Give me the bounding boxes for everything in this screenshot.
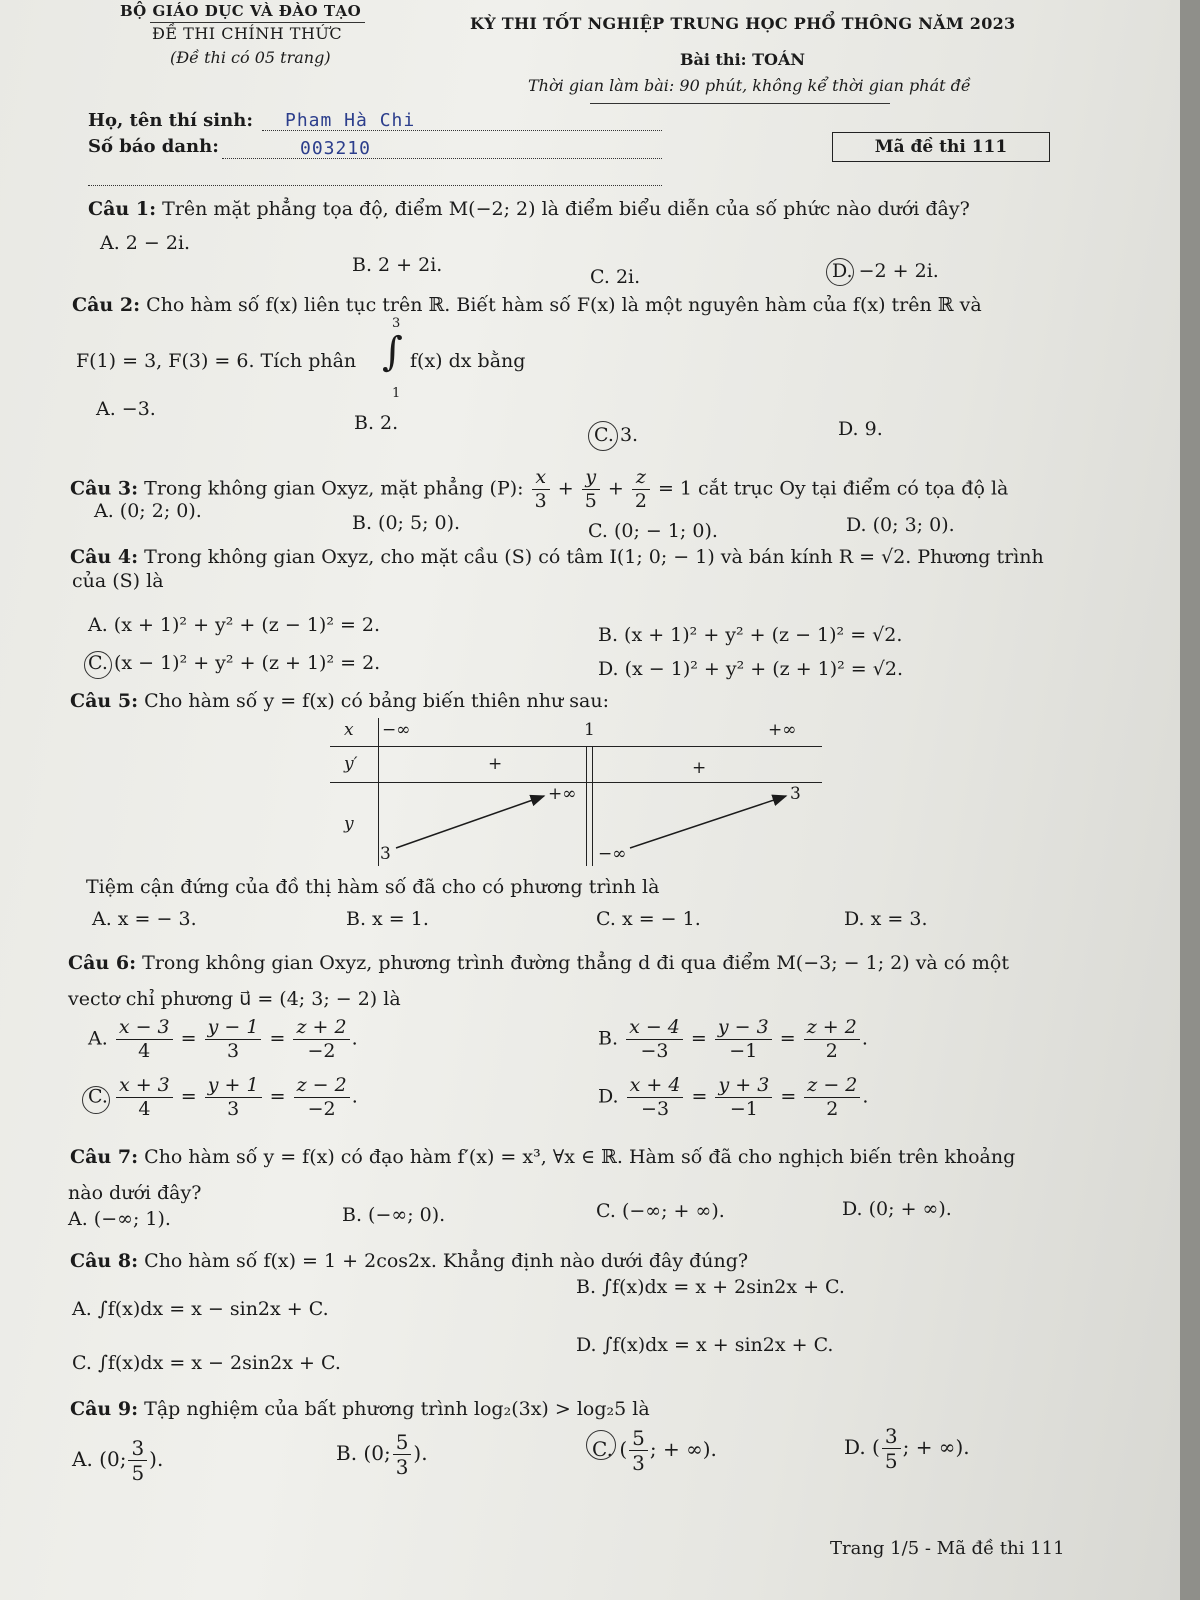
q3-label: Câu 3: — [70, 477, 139, 500]
q3-frac-x: $\frac{x}{3}$ — [532, 466, 550, 513]
exam-code-box: Mã đề thi 111 — [832, 132, 1050, 162]
q6-c-n3: z − 2 — [294, 1074, 350, 1098]
q6-d-n2: y + 3 — [715, 1074, 772, 1098]
q6-a-n3: z + 2 — [293, 1016, 349, 1040]
q6-b-d2: −1 — [729, 1039, 758, 1062]
q9-b-den: 3 — [395, 1455, 409, 1479]
q4-text2: của (S) là — [72, 570, 164, 592]
q6-text1: Trong không gian Oxyz, phương trình đường thẳng d đi qua điểm M(−3; − 1; 2) và có một — [142, 952, 1010, 974]
q2-text1: Cho hàm số f(x) liên tục trên ℝ. Biết hàm số F(x) là một nguyên hàm của f(x) trên ℝ và — [146, 294, 982, 316]
q1-option-b[interactable]: B. 2 + 2i. — [352, 254, 443, 276]
q9-a-pre: (0; — [99, 1447, 127, 1471]
q7-option-a[interactable]: A. (−∞; 1). — [68, 1208, 171, 1230]
q6-a-d3: −2 — [307, 1039, 336, 1062]
q9-a-post: ). — [149, 1447, 164, 1471]
q8-text: Cho hàm số f(x) = 1 + 2cos2x. Khẳng định nào dưới đây đúng? — [144, 1250, 749, 1272]
header-underline — [150, 22, 365, 23]
q3-frac-z: $\frac{z}{2}$ — [632, 466, 650, 513]
table-x-one: 1 — [584, 720, 595, 740]
q8-label: Câu 8: — [70, 1250, 139, 1272]
q9-stem — [70, 1398, 650, 1420]
q9-c-post: ; + ∞). — [649, 1437, 717, 1461]
q6-label: Câu 6: — [68, 952, 137, 974]
q3-option-b[interactable]: B. (0; 5; 0). — [352, 512, 461, 534]
q9-b-pre: (0; — [363, 1441, 391, 1465]
q5-label: Câu 5: — [70, 690, 139, 712]
q9-c-num: 5 — [629, 1426, 648, 1451]
table-yprime-sign-right: + — [692, 758, 707, 778]
q8-option-d[interactable]: D. ∫f(x)dx = x + sin2x + C. — [576, 1334, 834, 1356]
q1-answer-mark — [826, 258, 854, 286]
q4-option-d[interactable]: D. (x − 1)² + y² + (z + 1)² = √2. — [598, 658, 904, 680]
q5-stem — [70, 690, 609, 712]
q4-answer-mark — [84, 651, 112, 679]
q7-stem — [70, 1146, 1015, 1168]
q6-d-d1: −3 — [641, 1097, 670, 1120]
table-x-label: x — [344, 720, 354, 740]
q3-stem: Câu 3: Trong không gian Oxyz, mặt phẳng (P): $\frac{x}{3}$ + $\frac{y}{5}$ + $\frac{z}{2}$ = 1 cắt trục Oy tại điểm có tọa độ là — [70, 466, 1009, 512]
q7-text2: nào dưới đây? — [68, 1182, 202, 1204]
exam-title: KỲ THI TỐT NGHIỆP TRUNG HỌC PHỔ THÔNG NĂM 2023 — [470, 14, 1016, 33]
q9-d-num: 3 — [882, 1424, 901, 1449]
q9-b-post: ). — [413, 1441, 428, 1465]
q8-stem — [70, 1250, 748, 1272]
q8-option-c[interactable]: C. ∫f(x)dx = x − 2sin2x + C. — [72, 1352, 341, 1374]
q6-option-a[interactable]: A. $\frac{x - 3}{4}$ = $\frac{y - 1}{3}$ = $\frac{z + 2}{-2}$ . — [88, 1016, 358, 1062]
q9-answer-mark — [586, 1430, 616, 1460]
q6-option-b[interactable]: B. $\frac{x - 4}{-3}$ = $\frac{y - 3}{-1}$ = $\frac{z + 2}{2}$ . — [598, 1016, 868, 1062]
q6-a-d1: 4 — [138, 1039, 151, 1062]
q9-a-letter: A. — [72, 1447, 93, 1471]
ministry-name: BỘ GIÁO DỤC VÀ ĐÀO TẠO — [120, 2, 362, 20]
q6-c-d2: 3 — [227, 1097, 240, 1120]
q2-label: Câu 2: — [72, 294, 141, 316]
q3-text-a: Trong không gian Oxyz, mặt phẳng (P): — [144, 477, 524, 500]
q9-text: Tập nghiệm của bất phương trình log₂(3x) > log₂5 là — [144, 1398, 650, 1420]
q9-b-num: 5 — [393, 1430, 412, 1455]
q6-c-n2: y + 1 — [205, 1074, 262, 1098]
q6-option-d[interactable]: D. $\frac{x + 4}{-3}$ = $\frac{y + 3}{-1}$ = $\frac{z - 2}{2}$ . — [598, 1074, 869, 1120]
q6-c-d1: 4 — [138, 1097, 151, 1120]
q7-option-d[interactable]: D. (0; + ∞). — [842, 1198, 952, 1220]
q6-a-n2: y − 1 — [205, 1016, 262, 1040]
q1-label: Câu 1: — [88, 198, 157, 220]
q5-option-b[interactable]: B. x = 1. — [346, 908, 429, 930]
q5-text: Cho hàm số y = f(x) có bảng biến thiên như sau: — [144, 690, 609, 712]
table-y-left-end: +∞ — [548, 784, 577, 804]
official-label: ĐỀ THI CHÍNH THỨC — [152, 24, 343, 43]
q6-b-n2: y − 3 — [715, 1016, 772, 1040]
id-dotline — [222, 158, 662, 159]
q2-integral-sign: ∫ — [382, 329, 403, 375]
pages-note: (Đề thi có 05 trang) — [170, 48, 331, 67]
q6-answer-mark — [82, 1086, 110, 1114]
q9-option-b[interactable] — [336, 1430, 428, 1479]
q2-option-a[interactable]: A. −3. — [96, 398, 156, 420]
q9-b-letter: B. — [336, 1441, 358, 1465]
q6-stem — [68, 952, 1009, 974]
variation-table — [330, 718, 822, 866]
q7-label: Câu 7: — [70, 1146, 139, 1168]
q5-option-c[interactable]: C. x = − 1. — [596, 908, 701, 930]
q2-option-d[interactable]: D. 9. — [838, 418, 883, 440]
q6-d-n1: x + 4 — [627, 1074, 684, 1098]
q7-option-b[interactable]: B. (−∞; 0). — [342, 1204, 446, 1226]
q6-b-d3: 2 — [825, 1039, 838, 1062]
q6-b-n1: x − 4 — [626, 1016, 683, 1040]
q6-d-d2: −1 — [729, 1097, 758, 1120]
q9-option-d[interactable] — [844, 1424, 970, 1473]
table-arrows — [330, 718, 822, 866]
q6-text2: vectơ chỉ phương u⃗ = (4; 3; − 2) là — [68, 988, 401, 1010]
name-handwritten: Pham Hà Chi — [285, 110, 416, 131]
q2-upper-limit: 3 — [392, 316, 401, 331]
q9-c-letter: C. — [592, 1437, 613, 1461]
separator-dotline — [88, 185, 662, 186]
q6-a-letter: A. — [88, 1027, 108, 1050]
subject: Bài thi: TOÁN — [680, 50, 805, 69]
q3-option-a[interactable]: A. (0; 2; 0). — [94, 500, 202, 522]
q6-b-n3: z + 2 — [804, 1016, 860, 1040]
q4-option-a[interactable]: A. (x + 1)² + y² + (z − 1)² = 2. — [88, 614, 381, 636]
q7-text1: Cho hàm số y = f(x) có đạo hàm f′(x) = x³, ∀x ∈ ℝ. Hàm số đã cho nghịch biến trên khoảng — [144, 1146, 1016, 1168]
q5-option-a[interactable]: A. x = − 3. — [92, 908, 197, 930]
arrow-right-increasing — [630, 796, 786, 848]
table-yprime-sign-left: + — [488, 754, 503, 774]
q6-a-d2: 3 — [226, 1039, 240, 1062]
table-y-right-end: 3 — [790, 784, 801, 804]
q4-option-c[interactable]: C. (x − 1)² + y² + (z + 1)² = 2. — [88, 652, 381, 674]
q1-text: Trên mặt phẳng tọa độ, điểm M(−2; 2) là điểm biểu diễn của số phức nào dưới đây? — [162, 198, 970, 220]
q6-b-d1: −3 — [640, 1039, 669, 1062]
q3-option-d[interactable]: D. (0; 3; 0). — [846, 514, 955, 536]
time-underline — [590, 103, 890, 104]
q1-option-c[interactable]: C. 2i. — [590, 266, 641, 288]
q9-a-den: 5 — [131, 1461, 145, 1485]
q9-d-pre: ( — [872, 1435, 880, 1459]
q8-option-b[interactable]: B. ∫f(x)dx = x + 2sin2x + C. — [576, 1276, 845, 1298]
q9-c-pre: ( — [619, 1437, 628, 1461]
q6-d-letter: D. — [598, 1085, 619, 1108]
q2-text2: F(1) = 3, F(3) = 6. Tích phân — [76, 350, 357, 372]
q9-d-letter: D. — [844, 1435, 866, 1459]
q5-question: Tiệm cận đứng của đồ thị hàm số đã cho có phương trình là — [86, 876, 660, 898]
table-yprime-label: y′ — [344, 754, 358, 774]
q1-stem — [88, 198, 970, 220]
q2-option-c[interactable]: C. 3. — [594, 424, 639, 446]
q3-option-c[interactable]: C. (0; − 1; 0). — [588, 520, 718, 542]
table-y-right-start: −∞ — [598, 844, 627, 864]
q6-c-d3: −2 — [307, 1097, 336, 1120]
q1-option-a[interactable]: A. 2 − 2i. — [100, 232, 191, 254]
q2-lower-limit: 1 — [392, 386, 401, 401]
q7-option-c[interactable]: C. (−∞; + ∞). — [596, 1200, 725, 1222]
page-footer: Trang 1/5 - Mã đề thi 111 — [830, 1538, 1065, 1559]
time-note: Thời gian làm bài: 90 phút, không kể thời gian phát đề — [528, 76, 971, 95]
q6-a-n1: x − 3 — [116, 1016, 173, 1040]
q9-c-den: 3 — [632, 1451, 645, 1475]
q2-integrand: f(x) dx bằng — [410, 350, 526, 372]
q2-stem — [72, 294, 982, 316]
q6-c-n1: x + 3 — [116, 1074, 173, 1098]
name-label: Họ, tên thí sinh: — [88, 110, 253, 131]
q6-option-c[interactable]: C. $\frac{x + 3}{4}$ = $\frac{y + 1}{3}$ = $\frac{z - 2}{-2}$ . — [88, 1074, 358, 1120]
id-handwritten: 003210 — [300, 138, 372, 159]
q4-text1: Trong không gian Oxyz, cho mặt cầu (S) có tâm I(1; 0; − 1) và bán kính R = √2. Phương trình — [144, 546, 1044, 568]
q3-text-b: cắt trục Oy tại điểm có tọa độ là — [698, 477, 1009, 500]
id-label: Số báo danh: — [88, 136, 219, 157]
q4-label: Câu 4: — [70, 546, 139, 568]
q9-d-post: ; + ∞). — [902, 1435, 970, 1459]
q1-option-d[interactable]: D. −2 + 2i. — [832, 260, 939, 282]
q4-stem — [70, 546, 1044, 568]
q8-option-a[interactable]: A. ∫f(x)dx = x − sin2x + C. — [72, 1298, 329, 1320]
q6-c-letter: C. — [88, 1085, 108, 1108]
table-y-label: y — [344, 814, 354, 834]
arrow-left-increasing — [396, 796, 544, 848]
q9-option-a[interactable] — [72, 1436, 163, 1485]
q4-option-b[interactable]: B. (x + 1)² + y² + (z − 1)² = √2. — [598, 624, 903, 646]
q2-answer-mark — [588, 421, 618, 451]
table-y-left-start: 3 — [380, 844, 391, 864]
q3-frac-y: $\frac{y}{5}$ — [582, 466, 600, 513]
q9-label: Câu 9: — [70, 1398, 139, 1420]
q6-d-n3: z − 2 — [804, 1074, 860, 1098]
table-x-pos-inf: +∞ — [768, 720, 797, 740]
table-x-neg-inf: −∞ — [382, 720, 411, 740]
q9-d-den: 5 — [884, 1449, 898, 1473]
q5-option-d[interactable]: D. x = 3. — [844, 908, 928, 930]
q6-b-letter: B. — [598, 1027, 619, 1050]
q6-d-d3: 2 — [826, 1097, 839, 1120]
q2-option-b[interactable]: B. 2. — [354, 412, 399, 434]
q9-a-num: 3 — [128, 1436, 147, 1461]
